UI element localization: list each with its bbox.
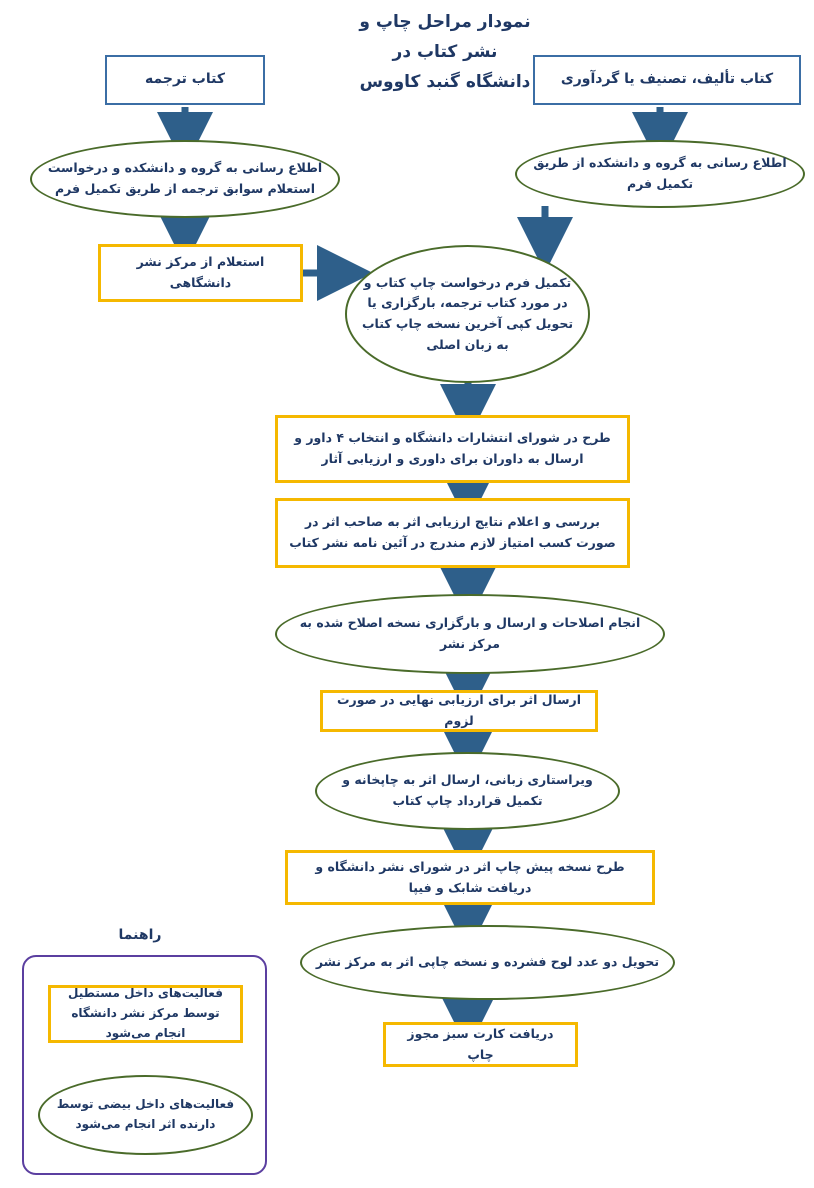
node-notify-translation[interactable]	[30, 140, 340, 218]
node-corrections[interactable]	[275, 594, 665, 674]
legend-rect-item	[48, 985, 243, 1043]
node-preprint-plan-label: طرح نسخه پیش چاپ اثر در شورای نشر دانشگاه و دریافت شابک و فیپا	[315, 858, 625, 895]
node-council-plan[interactable]	[275, 415, 630, 483]
node-translation-book[interactable]	[105, 55, 265, 105]
node-inquiry-center[interactable]	[98, 244, 303, 302]
node-council-plan-label: طرح در شورای انتشارات دانشگاه و انتخاب ۴ داور و ارسال به داوران برای داوری و ارزیابی آثار	[294, 430, 611, 466]
node-notify-authored[interactable]	[515, 140, 805, 208]
node-notify-translation-label: اطلاع رسانی به گروه و دانشکده و درخواست استعلام سوابق ترجمه از طریق تکمیل فرم	[47, 160, 323, 196]
node-fill-request-form[interactable]	[345, 245, 590, 383]
legend-ellipse-item	[38, 1075, 253, 1155]
node-translation-book-label: کتاب ترجمه	[145, 71, 225, 88]
node-editing-contract-label: ویراستاری زبانی، ارسال اثر به چاپخانه و تکمیل قرارداد چاپ کتاب	[342, 772, 593, 808]
node-green-card-label: دریافت کارت سبز مجوز چاپ	[407, 1025, 554, 1062]
node-review-results-label: بررسی و اعلام نتایج ارزیابی اثر به صاحب اثر در صورت کسب امتیاز لازم مندرج در آئین نامه نشر کتاب	[289, 514, 616, 550]
node-corrections-label: انجام اصلاحات و ارسال و بارگزاری نسخه اصلاح شده به مرکز نشر	[299, 615, 641, 651]
legend-title-label: راهنما	[118, 927, 162, 943]
page-title	[330, 8, 560, 97]
legend-title	[95, 927, 185, 943]
node-authored-book[interactable]	[533, 55, 801, 105]
node-review-results[interactable]	[275, 498, 630, 568]
page-title-line2: نشر کتاب در	[392, 41, 498, 62]
node-preprint-plan[interactable]	[285, 850, 655, 905]
node-notify-authored-label: اطلاع رسانی به گروه و دانشکده از طریق تکمیل فرم	[533, 155, 787, 191]
node-fill-request-form-label: تکمیل فرم درخواست چاپ کتاب و در مورد کتاب ترجمه، بارگزاری یا تحویل کپی آخرین نسخه چاپ کتاب به زبان اصلی	[361, 274, 574, 352]
node-final-evaluation-label: ارسال اثر برای ارزیابی نهایی در صورت لزوم	[336, 692, 582, 728]
node-authored-book-label: کتاب تألیف، تصنیف یا گردآوری	[560, 71, 774, 88]
node-deliver-cd[interactable]	[300, 925, 675, 1000]
legend-ellipse-item-label: فعالیت‌های داخل بیضی توسط دارنده اثر انجام می‌شود	[56, 1097, 235, 1131]
node-green-card[interactable]	[383, 1022, 578, 1067]
legend-rect-item-label: فعالیت‌های داخل مستطیل توسط مرکز نشر دانشگاه انجام می‌شود	[68, 986, 223, 1040]
page-title-line1: نمودار مراحل چاپ و	[359, 12, 531, 32]
node-deliver-cd-label: تحویل دو عدد لوح فشرده و نسخه چاپی اثر به مرکز نشر	[315, 954, 660, 970]
node-editing-contract[interactable]	[315, 752, 620, 830]
node-final-evaluation[interactable]	[320, 690, 598, 732]
page-title-line3: دانشگاه گنبد کاووس	[359, 71, 531, 92]
node-inquiry-center-label: استعلام از مرکز نشر دانشگاهی	[136, 254, 265, 290]
